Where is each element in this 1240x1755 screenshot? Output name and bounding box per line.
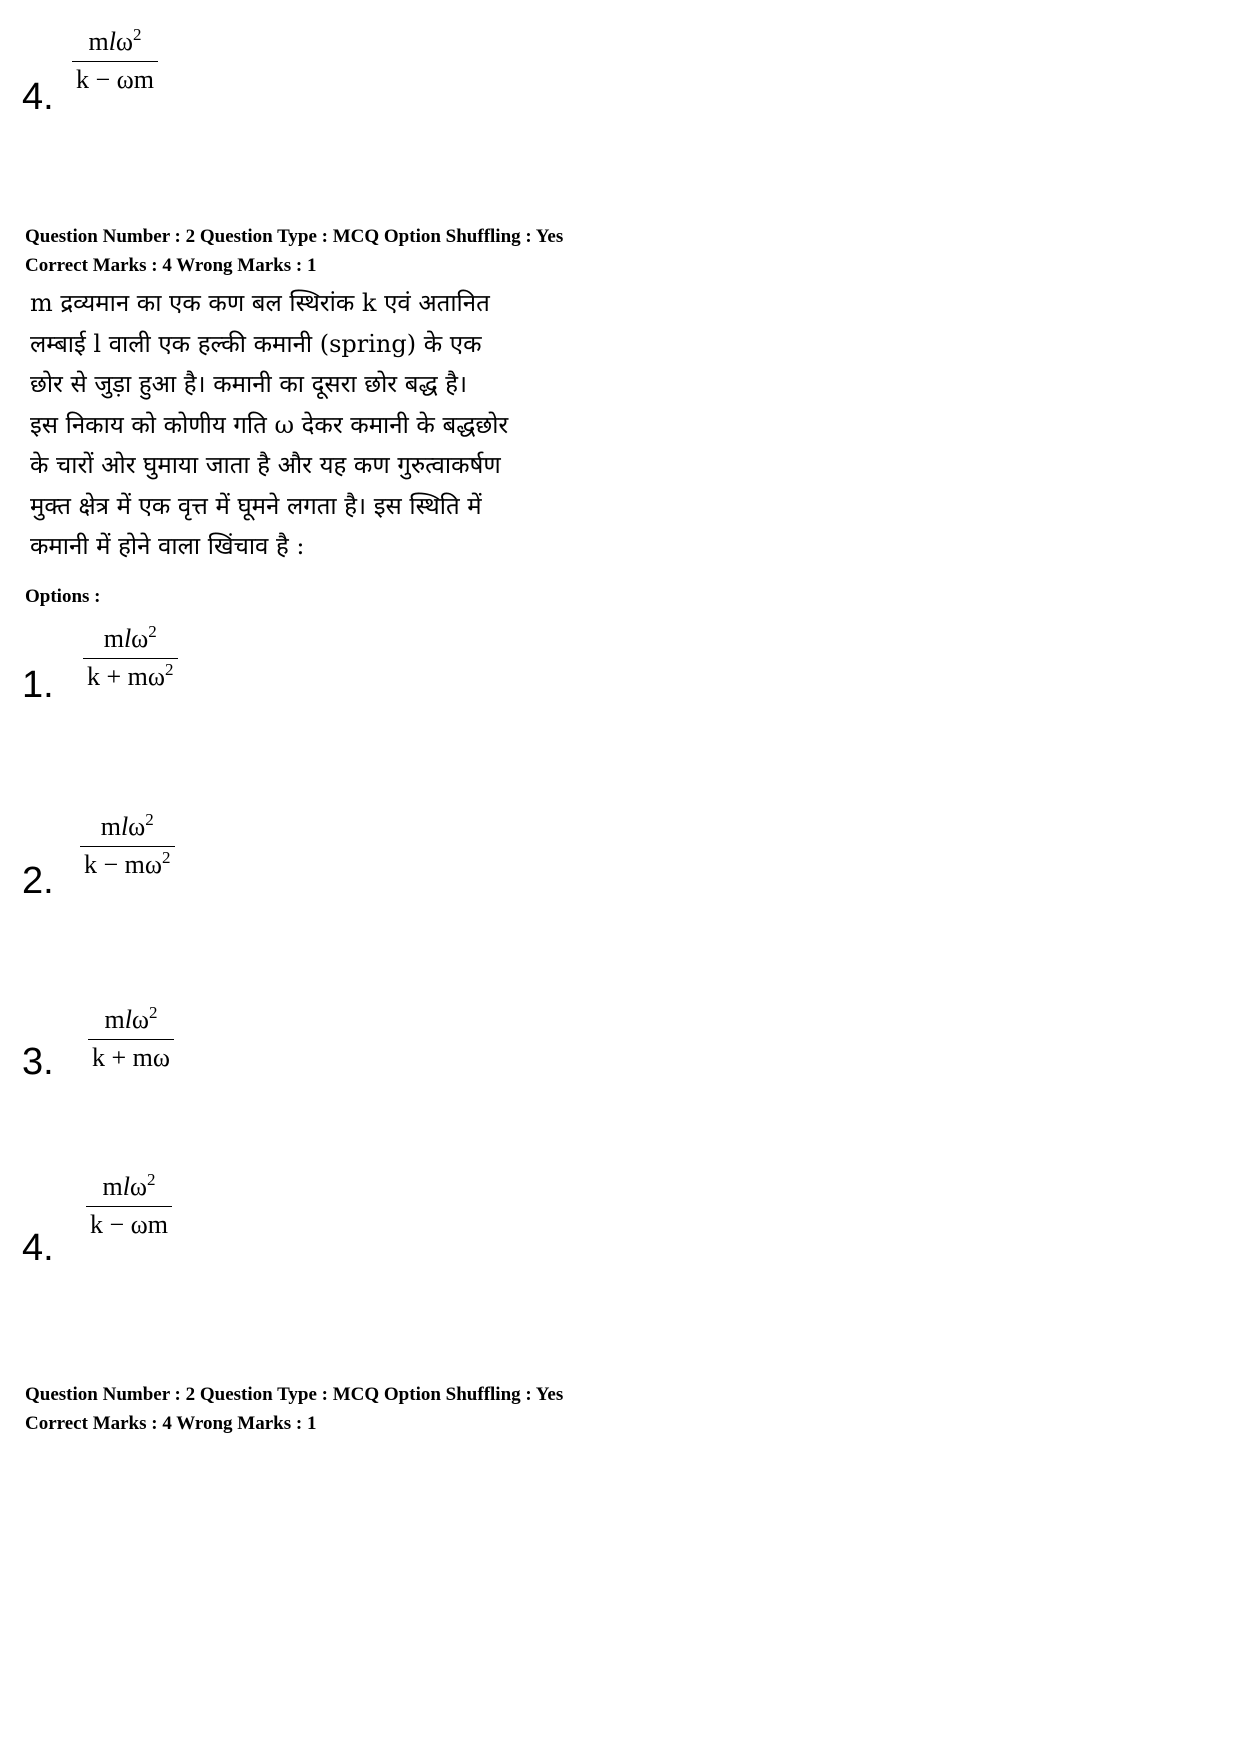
question-text-line: मुक्त क्षेत्र में एक वृत्त में घूमने लगता है। इस स्थिति में (30, 491, 482, 520)
question-text-line: के चारों ओर घुमाया जाता है और यह कण गुरुत्वाकर्षण (30, 451, 501, 479)
option-3-numerator: mlω$^2$ (104, 1003, 158, 1034)
option-1-formula (83, 623, 178, 693)
option-4-numerator: mlω$^2$ (102, 1170, 156, 1201)
question-marks: Correct Marks : 4 Wrong Marks : 1 (25, 255, 317, 276)
option-4-denominator: k − ωm (90, 1210, 168, 1239)
question-text-line: m द्रव्यमान का एक कण बल स्थिरांक k एवं अतानित (30, 289, 490, 317)
question-header: Question Number : 2 Question Type : MCQ Option Shuffling : Yes (25, 226, 564, 247)
option-3-number: 3. (22, 1041, 54, 1083)
option-1-denominator: $k + m\omega^2$ (87, 660, 174, 691)
prev-option-4-number: 4. (22, 76, 54, 118)
question-text-line: इस निकाय को कोणीय गति ω देकर कमानी के बद्धछोर (30, 410, 509, 439)
next-question-marks: Correct Marks : 4 Wrong Marks : 1 (25, 1413, 317, 1434)
option-2-formula (80, 811, 175, 881)
question-text-line: लम्बाई l वाली एक हल्की कमानी (spring) के एक (30, 329, 482, 358)
options-label: Options : (25, 586, 101, 607)
option-3-denominator: k + mω (92, 1043, 170, 1072)
option-3-formula (88, 1004, 174, 1074)
option-1-number: 1. (22, 664, 54, 706)
option-2-number: 2. (22, 860, 54, 902)
prev-option-4-numerator: mlω$^2$ (88, 25, 142, 56)
option-2-denominator: $k - m\omega^2$ (84, 848, 171, 879)
prev-option-4-denominator: k − ωm (76, 65, 154, 94)
option-4-number: 4. (22, 1227, 54, 1269)
question-text-line: कमानी में होने वाला खिंचाव है : (30, 532, 305, 560)
next-question-header: Question Number : 2 Question Type : MCQ Option Shuffling : Yes (25, 1384, 564, 1405)
question-text-line: छोर से जुड़ा हुआ है। कमानी का दूसरा छोर बद्ध है। (30, 370, 468, 398)
option-2-numerator: mlω$^2$ (100, 810, 154, 841)
question-text (30, 283, 550, 567)
option-4-formula (86, 1171, 172, 1241)
prev-option-4-formula (72, 26, 158, 96)
option-1-numerator: mlω$^2$ (103, 622, 157, 653)
